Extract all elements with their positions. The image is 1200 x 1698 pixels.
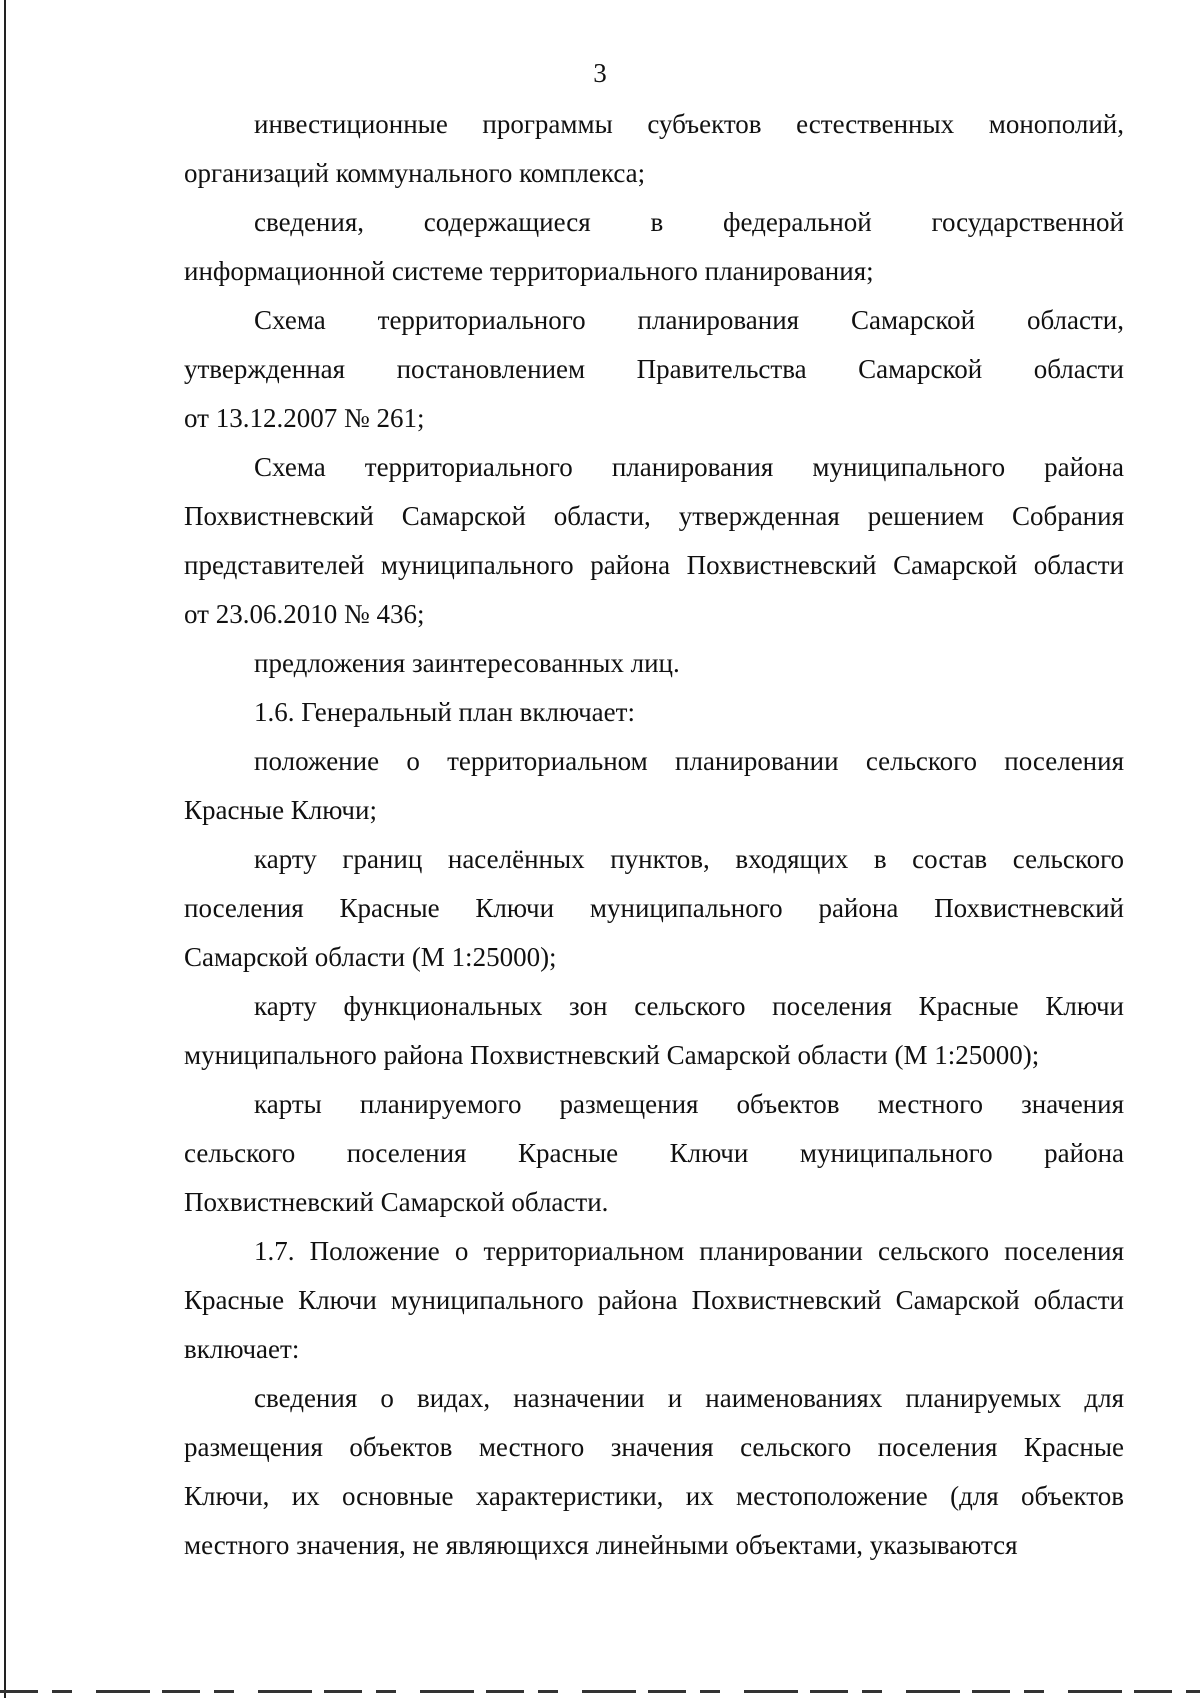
paragraph-line: сведения, содержащиеся в федеральной государственной [254,207,1124,237]
paragraph-line: Похвистневский Самарской области. [184,1187,609,1217]
paragraph-line: утвержденная постановлением Правительства Самарской области [184,354,1124,384]
page-number: 3 [593,58,607,88]
paragraph [184,639,1124,688]
paragraph-line: карту функциональных зон сельского поселения Красные Ключи [254,991,1124,1021]
paragraph [184,198,1124,296]
paragraph-line: местного значения, не являющихся линейными объектами, указываются [184,1530,1018,1560]
paragraph-line: Самарской области (М 1:25000); [184,942,557,972]
paragraph-line: Похвистневский Самарской области, утвержденная решением Собрания [184,501,1124,531]
page-left-edge [4,0,6,1698]
paragraph [184,100,1124,198]
paragraph [184,1227,1124,1374]
paragraph-line: предложения заинтересованных лиц. [254,648,680,678]
paragraph-line: сведения о видах, назначении и наименованиях планируемых для [254,1383,1124,1413]
paragraph [184,737,1124,835]
paragraph [184,688,1124,737]
paragraph-line: Схема территориального планирования Самарской области, [254,305,1124,335]
paragraph-line: муниципального района Похвистневский Самарской области (М 1:25000); [184,1040,1040,1070]
paragraph-line: Красные Ключи; [184,795,377,825]
paragraph-line: положение о территориальном планировании сельского поселения [254,746,1124,776]
paragraph-line: Схема территориального планирования муниципального района [254,452,1124,482]
paragraph [184,835,1124,982]
paragraph-line: Красные Ключи муниципального района Похвистневский Самарской области [184,1285,1124,1315]
paragraph-line: представителей муниципального района Похвистневский Самарской области [184,550,1124,580]
paragraph [184,982,1124,1080]
paragraph-line: 1.6. Генеральный план включает: [254,697,635,727]
paragraph-line: сельского поселения Красные Ключи муниципального района [184,1138,1124,1168]
paragraph-line: поселения Красные Ключи муниципального района Похвистневский [184,893,1124,923]
document-body [184,100,1124,1570]
paragraph-line: 1.7. Положение о территориальном планировании сельского поселения [254,1236,1124,1266]
paragraph [184,296,1124,443]
paragraph-line: карты планируемого размещения объектов местного значения [254,1089,1124,1119]
paragraph [184,443,1124,639]
paragraph [184,1080,1124,1227]
paragraph-line: от 23.06.2010 № 436; [184,599,425,629]
paragraph-line: размещения объектов местного значения сельского поселения Красные [184,1432,1124,1462]
paragraph-line: организаций коммунального комплекса; [184,158,646,188]
paragraph [184,1374,1124,1570]
paragraph-line: карту границ населённых пунктов, входящих в состав сельского [254,844,1124,874]
paragraph-line: включает: [184,1334,300,1364]
paragraph-line: от 13.12.2007 № 261; [184,403,425,433]
paragraph-line: инвестиционные программы субъектов естественных монополий, [254,109,1124,139]
paragraph-line: Ключи, их основные характеристики, их местоположение (для объектов [184,1481,1124,1511]
bottom-scan-artifact [0,1690,1200,1693]
paragraph-line: информационной системе территориального планирования; [184,256,874,286]
